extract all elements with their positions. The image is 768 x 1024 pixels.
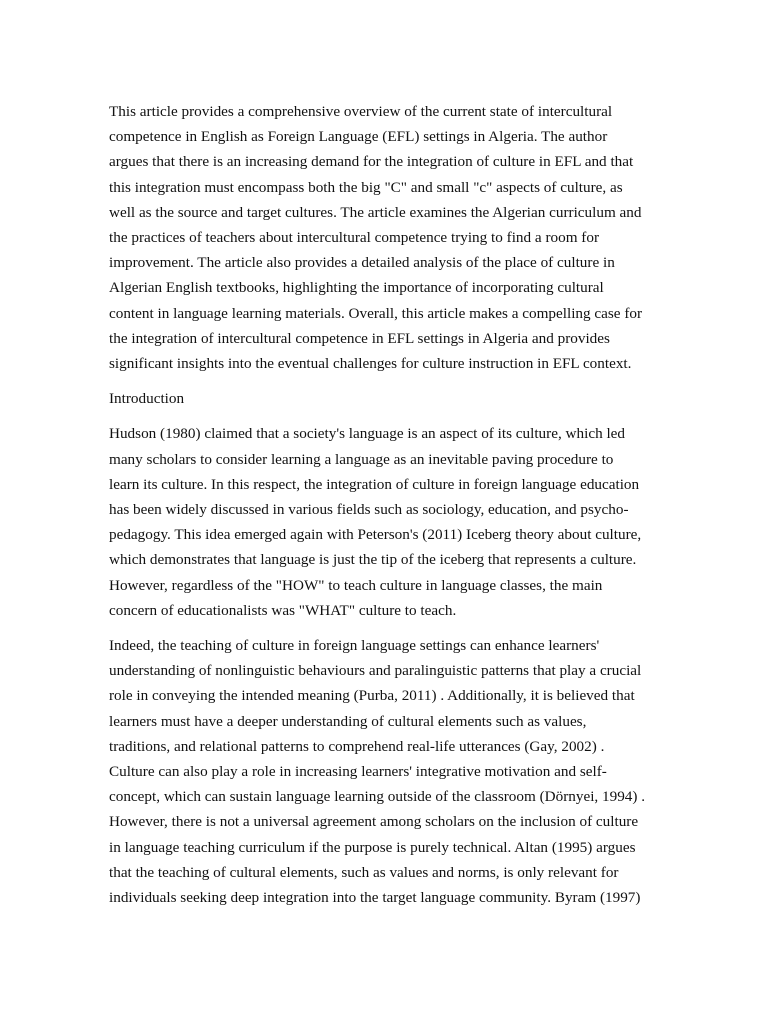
- text-line: this integration must encompass both the big "C" and small "c" aspects of culture, as: [109, 178, 623, 196]
- text-line: which demonstrates that language is just the tip of the iceberg that represents a culture.: [109, 551, 637, 569]
- introduction-paragraph-1: [109, 421, 664, 623]
- text-line: understanding of nonlinguistic behaviours and paralinguistic patterns that play a crucial: [109, 662, 642, 680]
- text-line: concept, which can sustain language learning outside of the classroom (Dörnyei, 1994) .: [109, 788, 646, 806]
- text-line: However, there is not a universal agreement among scholars on the inclusion of culture: [109, 813, 639, 831]
- text-line: many scholars to consider learning a language as an inevitable paving procedure to: [109, 450, 614, 468]
- text-line: individuals seeking deep integration into the target language community. Byram (1997): [109, 889, 641, 907]
- text-line: the integration of intercultural competence in EFL settings in Algeria and provides: [109, 329, 610, 347]
- text-line: learn its culture. In this respect, the integration of culture in foreign language education: [109, 475, 640, 493]
- text-line: the practices of teachers about intercultural competence trying to find a room for: [109, 229, 600, 247]
- text-line: in language teaching curriculum if the purpose is purely technical. Altan (1995) argues: [109, 838, 636, 856]
- introduction-paragraph-2: [109, 633, 664, 910]
- text-line: Hudson (1980) claimed that a society's language is an aspect of its culture, which led: [109, 425, 626, 443]
- text-line: learners must have a deeper understanding of cultural elements such as values,: [109, 712, 587, 730]
- text-line: well as the source and target cultures. The article examines the Algerian curriculum and: [109, 203, 642, 221]
- text-line: that the teaching of cultural elements, such as values and norms, is only relevant for: [109, 863, 619, 881]
- text-line: Culture can also play a role in increasing learners' integrative motivation and self-: [109, 763, 607, 781]
- text-line: This article provides a comprehensive overview of the current state of intercultural: [109, 103, 613, 120]
- abstract-paragraph: [109, 99, 664, 376]
- text-line: traditions, and relational patterns to comprehend real-life utterances (Gay, 2002) .: [109, 737, 605, 755]
- text-line: content in language learning materials. Overall, this article makes a compelling case for: [109, 304, 643, 322]
- text-line: argues that there is an increasing demand for the integration of culture in EFL and that: [109, 153, 634, 171]
- text-line: has been widely discussed in various fields such as sociology, education, and psycho-: [109, 501, 629, 519]
- text-line: competence in English as Foreign Language (EFL) settings in Algeria. The author: [109, 128, 608, 146]
- text-line: concern of educationalists was "WHAT" culture to teach.: [109, 601, 457, 619]
- text-line: However, regardless of the "HOW" to teach culture in language classes, the main: [109, 576, 603, 594]
- text-line: improvement. The article also provides a detailed analysis of the place of culture in: [109, 254, 615, 272]
- section-heading-introduction: Introduction: [109, 390, 185, 408]
- text-line: Algerian English textbooks, highlighting the importance of incorporating cultural: [109, 279, 604, 297]
- text-line: Indeed, the teaching of culture in foreign language settings can enhance learners': [109, 637, 600, 655]
- text-line: pedagogy. This idea emerged again with Peterson's (2011) Iceberg theory about culture,: [109, 526, 642, 544]
- text-line: significant insights into the eventual challenges for culture instruction in EFL context.: [109, 355, 632, 373]
- text-line: role in conveying the intended meaning (Purba, 2011) . Additionally, it is believed that: [109, 687, 635, 705]
